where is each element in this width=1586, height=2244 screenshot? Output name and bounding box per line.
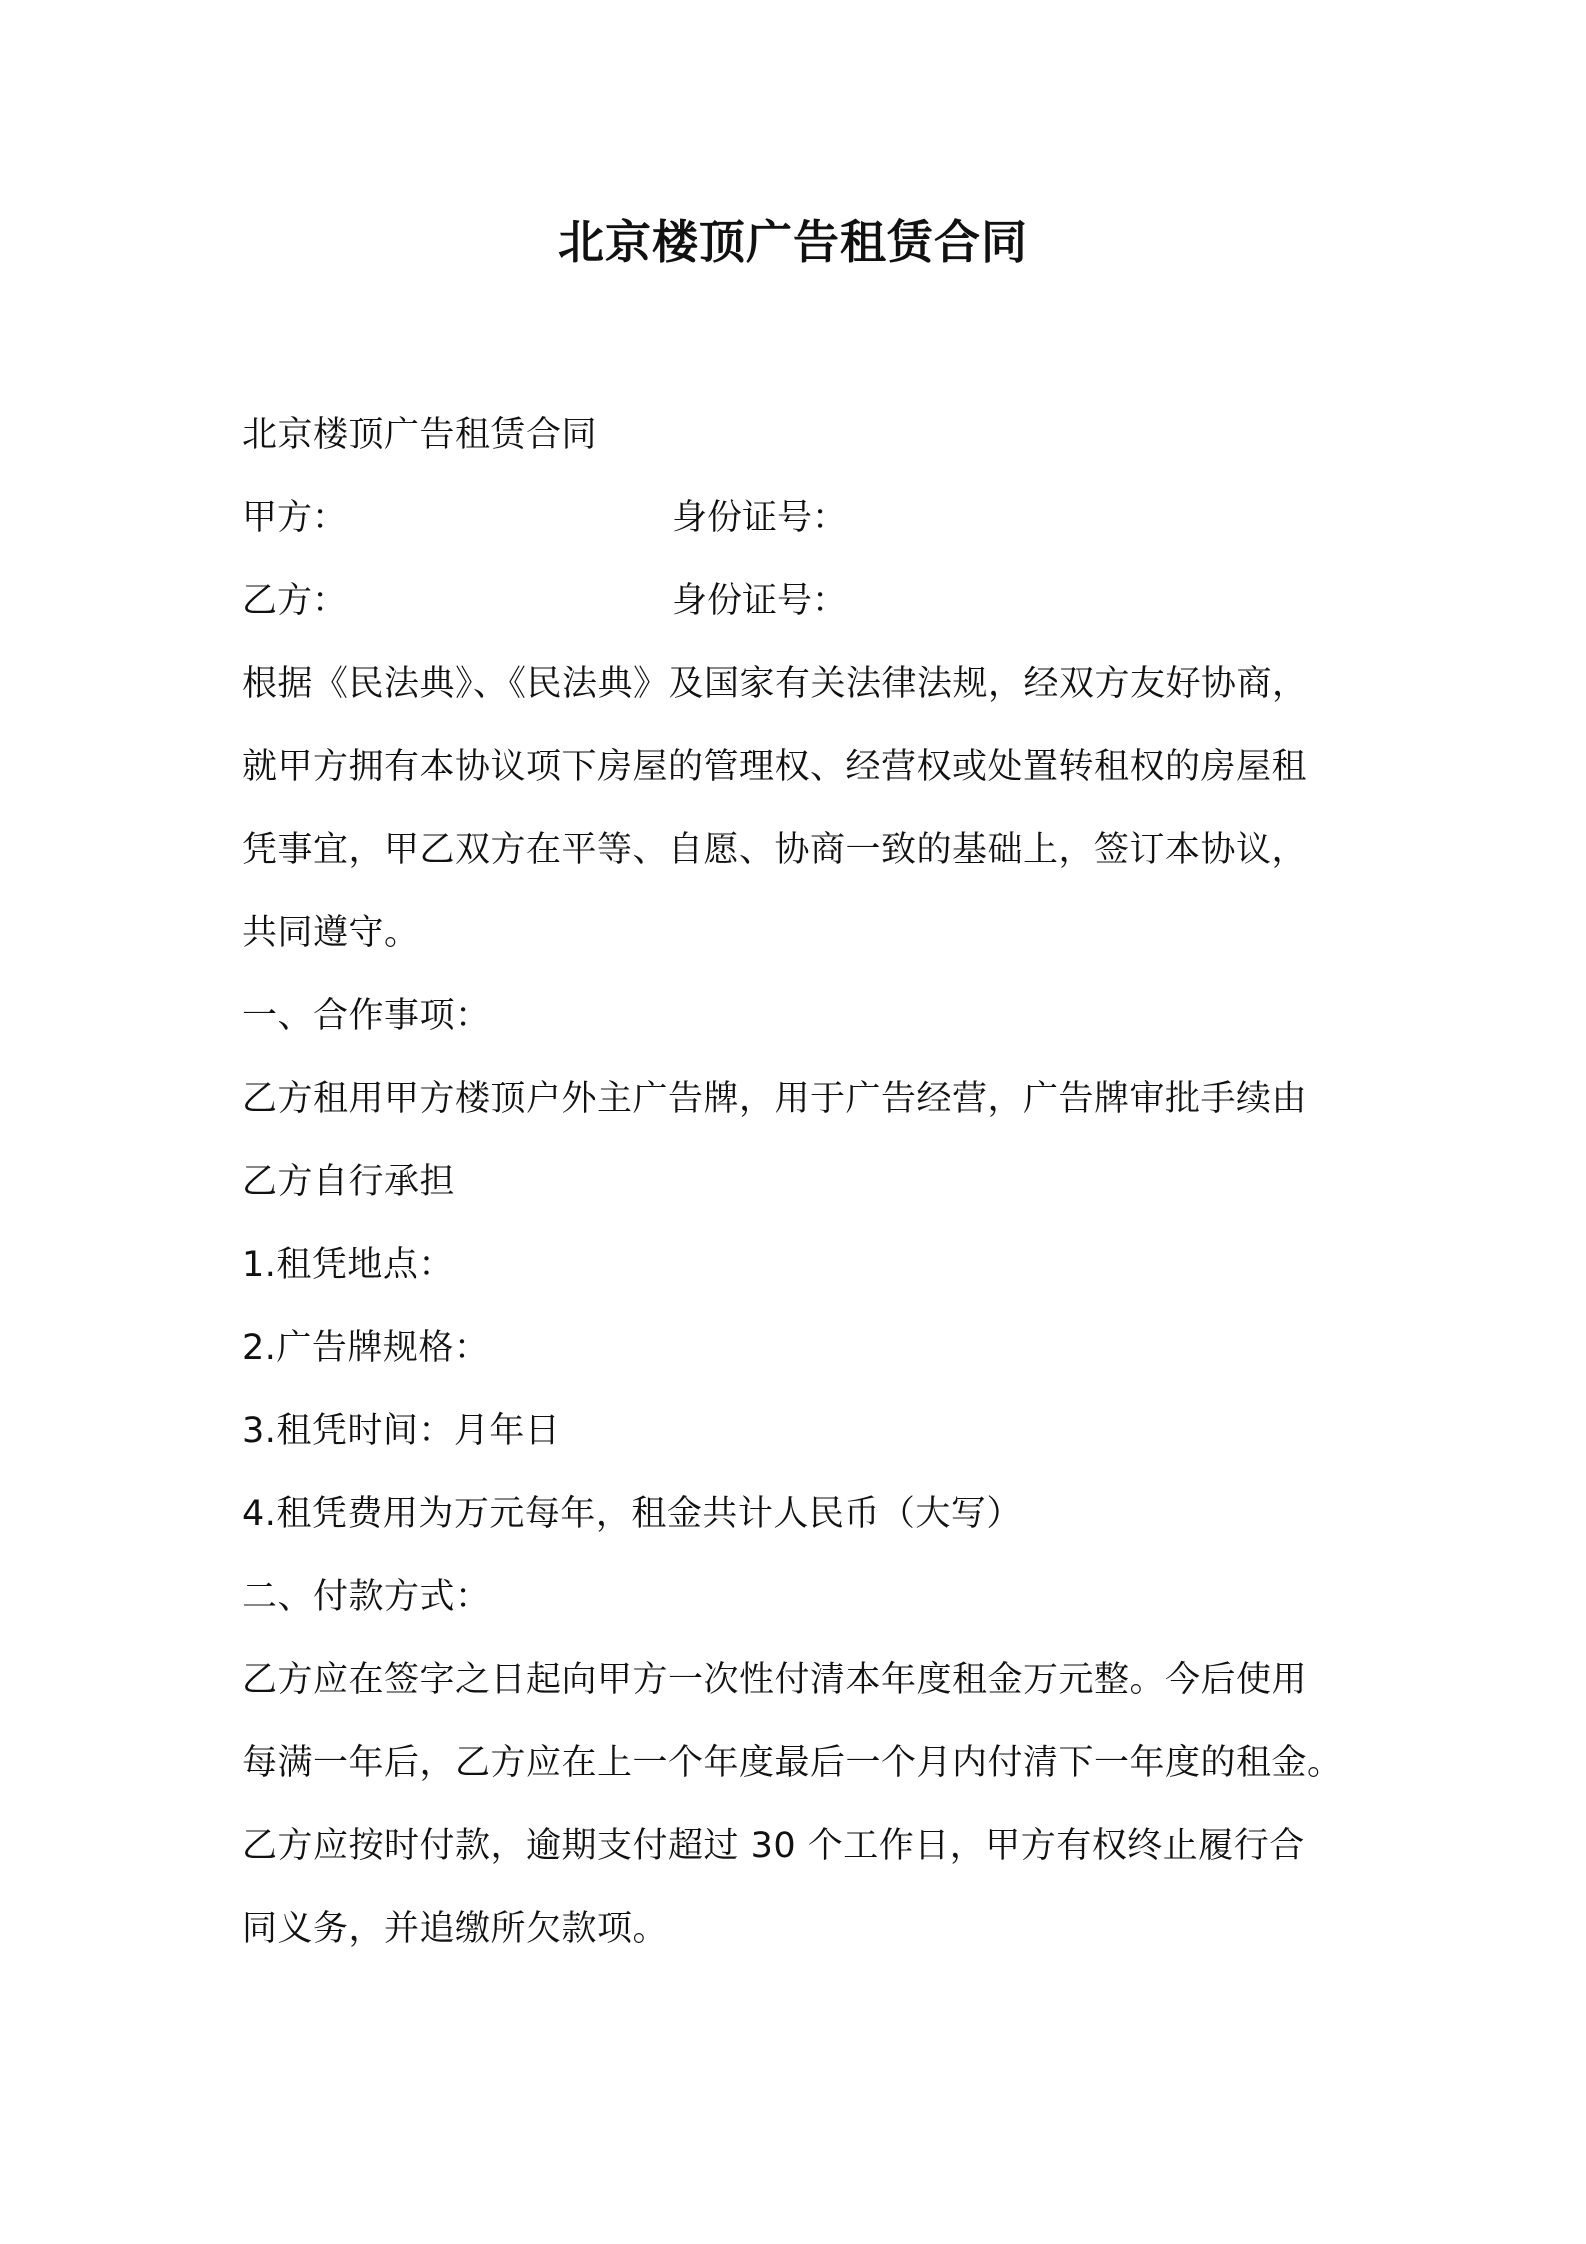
- preamble-line: 凭事宜，甲乙双方在平等、自愿、协商一致的基础上，签订本协议，: [242, 830, 1308, 870]
- preamble-line: 根据《民法典》、《民法典》及国家有关法律法规，经双方友好协商，: [242, 664, 1308, 704]
- party-b-id-label: 身份证号：: [672, 581, 848, 621]
- section1-item: 3.租凭时间：月年日: [242, 1411, 561, 1451]
- party-b-row: [242, 576, 1342, 626]
- preamble-line: 就甲方拥有本协议项下房屋的管理权、经营权或处置转租权的房屋租: [242, 747, 1308, 787]
- section1-item: 2.广告牌规格：: [242, 1328, 490, 1368]
- document-title: 北京楼顶广告租赁合同: [558, 215, 1028, 269]
- section2-paragraph-line: 同义务，并追缴所欠款项。: [242, 1909, 669, 1949]
- document-subtitle: 北京楼顶广告租赁合同: [242, 415, 598, 455]
- section1-paragraph-line: 乙方租用甲方楼顶户外主广告牌，用于广告经营，广告牌审批手续由: [242, 1079, 1308, 1119]
- section1-paragraph-line: 乙方自行承担: [242, 1162, 456, 1202]
- party-b-label: 乙方：: [242, 581, 348, 621]
- party-a-row: [242, 493, 1342, 543]
- section1-item: 4.租凭费用为万元每年，租金共计人民币（大写）: [242, 1494, 1022, 1534]
- section2-heading: 二、付款方式：: [242, 1577, 491, 1617]
- party-a-id-label: 身份证号：: [672, 498, 848, 538]
- section2-paragraph-line: 每满一年后，乙方应在上一个年度最后一个月内付清下一年度的租金。: [242, 1743, 1343, 1783]
- section1-item: 1.租凭地点：: [242, 1245, 454, 1285]
- party-a-label: 甲方：: [242, 498, 348, 538]
- preamble-line: 共同遵守。: [242, 913, 420, 953]
- section2-paragraph-line: 乙方应在签字之日起向甲方一次性付清本年度租金万元整。今后使用: [242, 1660, 1308, 1700]
- section1-heading: 一、合作事项：: [242, 996, 491, 1036]
- section2-paragraph-line: 乙方应按时付款，逾期支付超过 30 个工作日，甲方有权终止履行合: [242, 1826, 1305, 1866]
